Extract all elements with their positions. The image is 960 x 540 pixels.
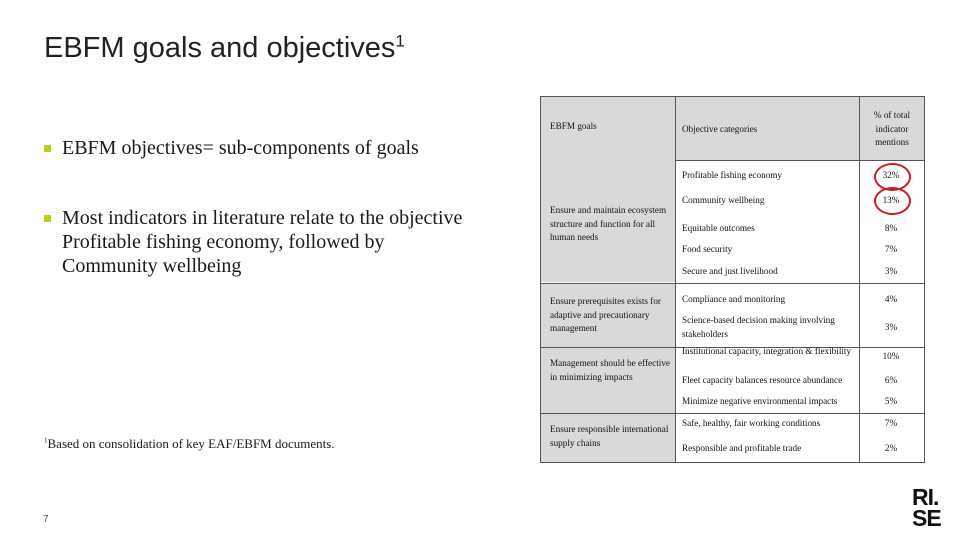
pct-cell: 7% <box>884 418 898 428</box>
objective-cell: Equitable outcomes <box>682 223 755 233</box>
header-pct-mentions: % of total indicator mentions <box>873 110 911 147</box>
pct-cell: 7% <box>884 244 898 254</box>
objective-cell: Secure and just livelihood <box>682 266 778 276</box>
objective-cell: Science-based decision making involving stakeholders <box>682 315 835 339</box>
pct-cell: 2% <box>884 443 898 453</box>
goal-cell: Ensure and maintain ecosystem structure and function for all human needs <box>550 205 667 242</box>
objective-cell: Safe, healthy, fair working conditions <box>682 418 821 428</box>
bullet-marker-icon <box>44 215 51 222</box>
objective-cell: Compliance and monitoring <box>682 294 786 304</box>
footnote: $^1$Based on consolidation of key EAF/EBFM documents. <box>44 436 335 451</box>
objective-cell: Fleet capacity balances resource abundance <box>682 375 843 385</box>
pct-cell: 4% <box>884 294 898 304</box>
bullet-text: Most indicators in literature relate to the objective Profitable fishing economy, followed by Community wellbeing <box>62 207 463 277</box>
pct-cell: 13% <box>882 195 900 205</box>
objective-cell: Profitable fishing economy <box>682 170 783 180</box>
header-ebfm-goals: EBFM goals <box>550 121 597 131</box>
objective-cell: Institutional capacity, integration & flexibility <box>682 346 852 356</box>
title-footnote-ref: 1 <box>395 31 405 51</box>
objective-cell: Minimize negative environmental impacts <box>682 396 838 406</box>
pct-cell: 8% <box>884 223 898 233</box>
goal-cell: Management should be effective in minimizing impacts <box>550 358 670 382</box>
bullet-item <box>44 206 464 278</box>
highlight-circle <box>874 187 911 215</box>
objective-cell: Community wellbeing <box>682 195 765 205</box>
bullet-marker-icon <box>44 145 51 152</box>
goal-cell: Ensure prerequisites exists for adaptive and precautionary management <box>550 296 661 333</box>
bullet-item <box>44 136 464 160</box>
pct-cell: 5% <box>884 396 898 406</box>
pct-cell: 10% <box>882 351 900 361</box>
header-objective-categories: Objective categories <box>682 124 758 134</box>
rise-logo: RI. SE <box>912 484 941 531</box>
pct-cell: 3% <box>884 322 898 332</box>
goal-cell: Ensure responsible international supply chains <box>550 424 669 448</box>
bullet-text: EBFM objectives= sub-components of goals <box>62 137 419 159</box>
goals-objectives-table <box>540 96 925 463</box>
bullet-list <box>44 136 464 324</box>
pct-cell: 3% <box>884 266 898 276</box>
objective-cell: Responsible and profitable trade <box>682 443 802 453</box>
slide-title: EBFM goals and objectives$^1$ <box>44 31 405 64</box>
pct-cell: 32% <box>882 170 900 180</box>
objective-cell: Food security <box>682 244 733 254</box>
page-number: 7 <box>43 514 49 525</box>
pct-cell: 6% <box>884 375 898 385</box>
